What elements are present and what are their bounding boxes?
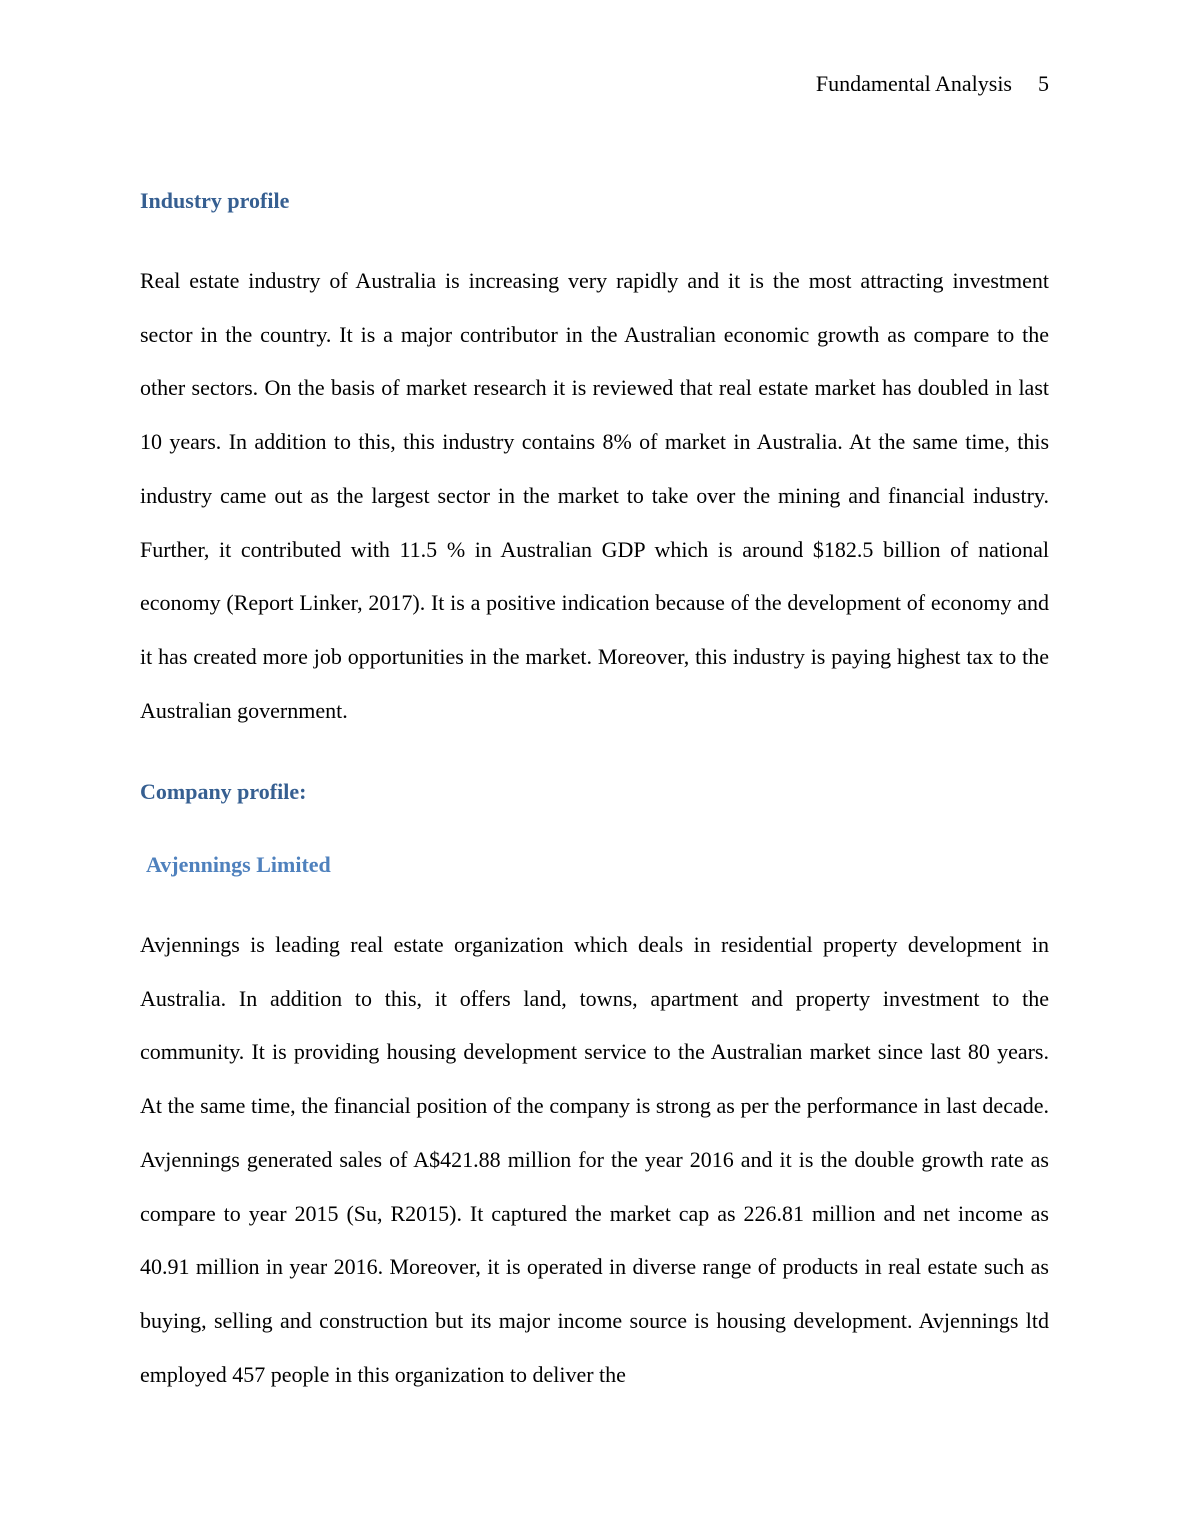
company-profile-paragraph: Avjennings is leading real estate organization which deals in residential property development in Australia. In addition to this, it offers land, towns, apartment and property investment to the community. It is providing housing development service to the Australian market since last 80 years. At the same time, the financial position of the company is strong as per the performance in last decade. Avjennings generated sales of A$421.88 million for the year 2016 and it is the double growth rate as compare to year 2015 (Su, R2015). It captured the market cap as 226.81 million and net income as 40.91 million in year 2016. Moreover, it is operated in diverse range of products in real estate such as buying, selling and construction but its major income source is housing development. Avjennings ltd employed 457 people in this organization to deliver the: [140, 932, 1049, 1387]
industry-profile-heading: Industry profile: [140, 188, 290, 213]
running-header: [816, 70, 1049, 98]
industry-profile-paragraph: Real estate industry of Australia is increasing very rapidly and it is the most attracting investment sector in the country. It is a major contributor in the Australian economic growth as compare to the other sectors. On the basis of market research it is reviewed that real estate market has doubled in last 10 years. In addition to this, this industry contains 8% of market in Australia. At the same time, this industry came out as the largest sector in the market to take over the mining and financial industry. Further, it contributed with 11.5 % in Australian GDP which is around $182.5 billion of national economy (Report Linker, 2017). It is a positive indication because of the development of economy and it has created more job opportunities in the market. Moreover, this industry is paying highest tax to the Australian government.: [140, 268, 1049, 723]
company-name-subheading: Avjennings Limited: [146, 852, 331, 877]
company-profile-heading: Company profile:: [140, 779, 307, 804]
running-title: Fundamental Analysis: [815, 71, 1012, 96]
page-number: 5: [1038, 71, 1049, 96]
